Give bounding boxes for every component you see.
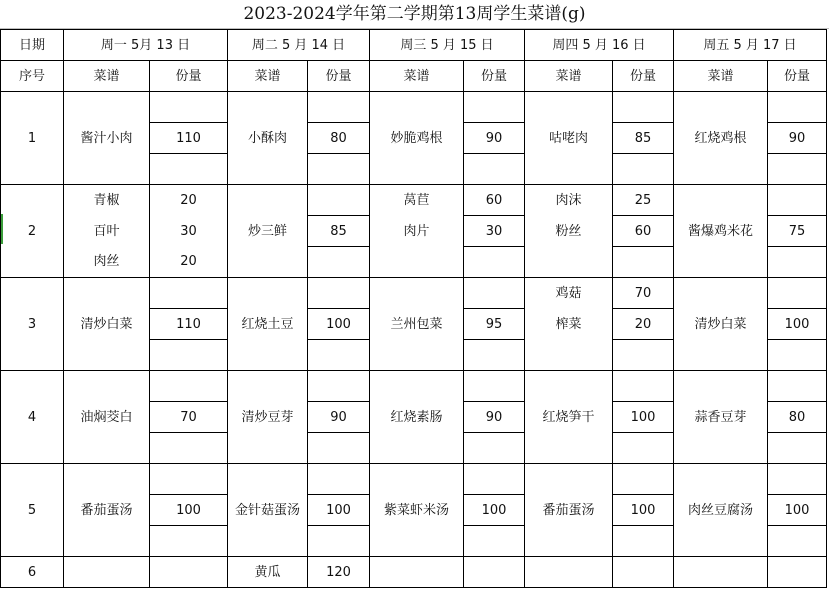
dish-cell[interactable]: 油焖茭白 <box>64 371 150 464</box>
qty-cell[interactable] <box>308 278 370 309</box>
qty-cell[interactable] <box>150 526 228 557</box>
qty-cell[interactable]: 120 <box>308 557 370 588</box>
qty-cell[interactable]: 70 <box>150 402 228 433</box>
dish-cell[interactable]: 清炒白菜 <box>674 278 768 371</box>
qty-cell[interactable] <box>464 278 525 309</box>
qty-cell[interactable]: 100 <box>308 495 370 526</box>
dish-cell[interactable]: 清炒豆芽 <box>228 371 308 464</box>
qty-cell[interactable]: 110 <box>150 123 228 154</box>
dish-cell[interactable]: 妙脆鸡根 <box>370 92 464 185</box>
qty-cell[interactable]: 95 <box>464 309 525 340</box>
qty-cell[interactable]: 100 <box>464 495 525 526</box>
dish-cell[interactable]: 黄瓜 <box>228 557 308 588</box>
qty-cell[interactable]: 100 <box>308 309 370 340</box>
qty-cell[interactable] <box>464 340 525 371</box>
dish-cell[interactable]: 咕咾肉 <box>525 92 613 185</box>
seq-cell[interactable]: 2 <box>1 185 64 278</box>
seq-cell[interactable]: 4 <box>1 371 64 464</box>
qty-cell[interactable] <box>464 247 525 278</box>
qty-cell[interactable]: 100 <box>613 402 674 433</box>
qty-cell[interactable]: 90 <box>308 402 370 433</box>
qty-cell[interactable] <box>768 92 827 123</box>
qty-cell[interactable]: 100 <box>768 309 827 340</box>
qty-cell[interactable] <box>613 433 674 464</box>
qty-cell[interactable] <box>150 371 228 402</box>
dish-header-mon[interactable]: 菜谱 <box>64 61 150 92</box>
qty-cell[interactable]: 85 <box>613 123 674 154</box>
dish-cell[interactable]: 清炒白菜 <box>64 278 150 371</box>
day-header-thu[interactable]: 周四 5 月 16 日 <box>525 30 674 61</box>
qty-cell[interactable]: 100 <box>613 495 674 526</box>
dish-cell[interactable]: 炒三鲜 <box>228 185 308 278</box>
dish-cell[interactable]: 红烧土豆 <box>228 278 308 371</box>
dish-cell[interactable]: 青椒 <box>64 185 150 216</box>
qty-cell[interactable] <box>768 185 827 216</box>
qty-cell[interactable] <box>308 340 370 371</box>
qty-cell[interactable] <box>613 340 674 371</box>
qty-cell[interactable]: 20 <box>150 247 228 278</box>
qty-cell[interactable]: 90 <box>464 123 525 154</box>
qty-cell[interactable]: 25 <box>613 185 674 216</box>
dish-cell[interactable]: 兰州包菜 <box>370 278 464 371</box>
qty-cell[interactable] <box>308 154 370 185</box>
qty-cell[interactable]: 85 <box>308 216 370 247</box>
qty-cell[interactable] <box>768 154 827 185</box>
qty-cell[interactable] <box>464 371 525 402</box>
seq-cell[interactable]: 1 <box>1 92 64 185</box>
dish-cell[interactable] <box>525 247 613 278</box>
qty-cell[interactable] <box>464 464 525 495</box>
qty-cell[interactable] <box>464 526 525 557</box>
qty-cell[interactable] <box>768 433 827 464</box>
qty-cell[interactable]: 100 <box>768 495 827 526</box>
qty-cell[interactable] <box>768 340 827 371</box>
qty-header-mon[interactable]: 份量 <box>150 61 228 92</box>
dish-header-wed[interactable]: 菜谱 <box>370 61 464 92</box>
dish-cell[interactable]: 红烧鸡根 <box>674 92 768 185</box>
qty-cell[interactable] <box>464 92 525 123</box>
qty-cell[interactable]: 20 <box>150 185 228 216</box>
dish-cell[interactable]: 榨菜 <box>525 309 613 340</box>
qty-cell[interactable] <box>464 433 525 464</box>
page-title: 2023-2024学年第二学期第13周学生菜谱(g) <box>0 0 829 29</box>
dish-cell[interactable]: 百叶 <box>64 216 150 247</box>
day-header-mon[interactable]: 周一 5月 13 日 <box>64 30 228 61</box>
seq-header-cell[interactable]: 序号 <box>1 61 64 92</box>
date-header-cell[interactable]: 日期 <box>1 30 64 61</box>
dish-cell[interactable]: 粉丝 <box>525 216 613 247</box>
qty-cell[interactable]: 80 <box>308 123 370 154</box>
qty-cell[interactable] <box>150 154 228 185</box>
dish-cell[interactable]: 肉丝豆腐汤 <box>674 464 768 557</box>
qty-cell[interactable] <box>613 92 674 123</box>
qty-cell[interactable]: 30 <box>464 216 525 247</box>
qty-cell[interactable] <box>613 526 674 557</box>
seq-cell[interactable]: 5 <box>1 464 64 557</box>
qty-cell[interactable] <box>768 526 827 557</box>
dish-cell[interactable]: 酱爆鸡米花 <box>674 185 768 278</box>
qty-cell[interactable]: 110 <box>150 309 228 340</box>
dish-cell[interactable] <box>64 557 150 588</box>
seq-cell[interactable]: 3 <box>1 278 64 371</box>
qty-cell[interactable] <box>308 185 370 216</box>
qty-cell[interactable]: 70 <box>613 278 674 309</box>
dish-cell[interactable]: 红烧笋干 <box>525 371 613 464</box>
dish-cell[interactable]: 小酥肉 <box>228 92 308 185</box>
qty-cell[interactable]: 60 <box>464 185 525 216</box>
qty-cell[interactable] <box>768 557 827 588</box>
seq-cell[interactable]: 6 <box>1 557 64 588</box>
qty-cell[interactable]: 80 <box>768 402 827 433</box>
qty-cell[interactable] <box>308 433 370 464</box>
qty-cell[interactable] <box>613 464 674 495</box>
qty-header-fri[interactable]: 份量 <box>768 61 827 92</box>
qty-cell[interactable] <box>150 557 228 588</box>
qty-cell[interactable] <box>150 464 228 495</box>
qty-cell[interactable] <box>308 247 370 278</box>
qty-header-thu[interactable]: 份量 <box>613 61 674 92</box>
qty-cell[interactable]: 90 <box>768 123 827 154</box>
dish-cell[interactable]: 红烧素肠 <box>370 371 464 464</box>
dish-cell[interactable]: 肉片 <box>370 216 464 247</box>
qty-cell[interactable] <box>768 278 827 309</box>
qty-cell[interactable] <box>308 371 370 402</box>
qty-cell[interactable] <box>768 371 827 402</box>
qty-cell[interactable] <box>613 371 674 402</box>
dish-header-tue[interactable]: 菜谱 <box>228 61 308 92</box>
qty-cell[interactable] <box>613 557 674 588</box>
dish-cell[interactable] <box>674 557 768 588</box>
qty-cell[interactable] <box>150 92 228 123</box>
dish-cell[interactable]: 番茄蛋汤 <box>525 464 613 557</box>
qty-cell[interactable]: 20 <box>613 309 674 340</box>
qty-cell[interactable]: 30 <box>150 216 228 247</box>
qty-cell[interactable] <box>150 278 228 309</box>
dish-cell[interactable] <box>370 557 464 588</box>
qty-cell[interactable] <box>150 433 228 464</box>
qty-cell[interactable]: 90 <box>464 402 525 433</box>
dish-cell[interactable]: 番茄蛋汤 <box>64 464 150 557</box>
day-header-fri[interactable]: 周五 5 月 17 日 <box>674 30 827 61</box>
dish-cell[interactable]: 紫菜虾米汤 <box>370 464 464 557</box>
qty-cell[interactable] <box>464 557 525 588</box>
dish-cell[interactable]: 肉沫 <box>525 185 613 216</box>
dish-header-fri[interactable]: 菜谱 <box>674 61 768 92</box>
qty-cell[interactable] <box>464 154 525 185</box>
dish-cell[interactable]: 莴苣 <box>370 185 464 216</box>
qty-cell[interactable] <box>613 154 674 185</box>
day-header-wed[interactable]: 周三 5 月 15 日 <box>370 30 525 61</box>
day-header-tue[interactable]: 周二 5 月 14 日 <box>228 30 370 61</box>
dish-header-thu[interactable]: 菜谱 <box>525 61 613 92</box>
qty-cell[interactable] <box>308 92 370 123</box>
menu-table <box>0 29 827 588</box>
dish-cell[interactable] <box>525 340 613 371</box>
qty-cell[interactable] <box>768 464 827 495</box>
dish-cell[interactable] <box>370 247 464 278</box>
dish-cell[interactable]: 鸡菇 <box>525 278 613 309</box>
qty-header-wed[interactable]: 份量 <box>464 61 525 92</box>
qty-cell[interactable] <box>150 340 228 371</box>
dish-cell[interactable] <box>525 557 613 588</box>
dish-cell[interactable]: 酱汁小肉 <box>64 92 150 185</box>
qty-header-tue[interactable]: 份量 <box>308 61 370 92</box>
qty-cell[interactable]: 75 <box>768 216 827 247</box>
dish-cell[interactable]: 蒜香豆芽 <box>674 371 768 464</box>
dish-cell[interactable]: 金针菇蛋汤 <box>228 464 308 557</box>
qty-cell[interactable]: 60 <box>613 216 674 247</box>
qty-cell[interactable] <box>308 464 370 495</box>
qty-cell[interactable]: 100 <box>150 495 228 526</box>
dish-cell[interactable]: 肉丝 <box>64 247 150 278</box>
qty-cell[interactable] <box>308 526 370 557</box>
qty-cell[interactable] <box>613 247 674 278</box>
qty-cell[interactable] <box>768 247 827 278</box>
